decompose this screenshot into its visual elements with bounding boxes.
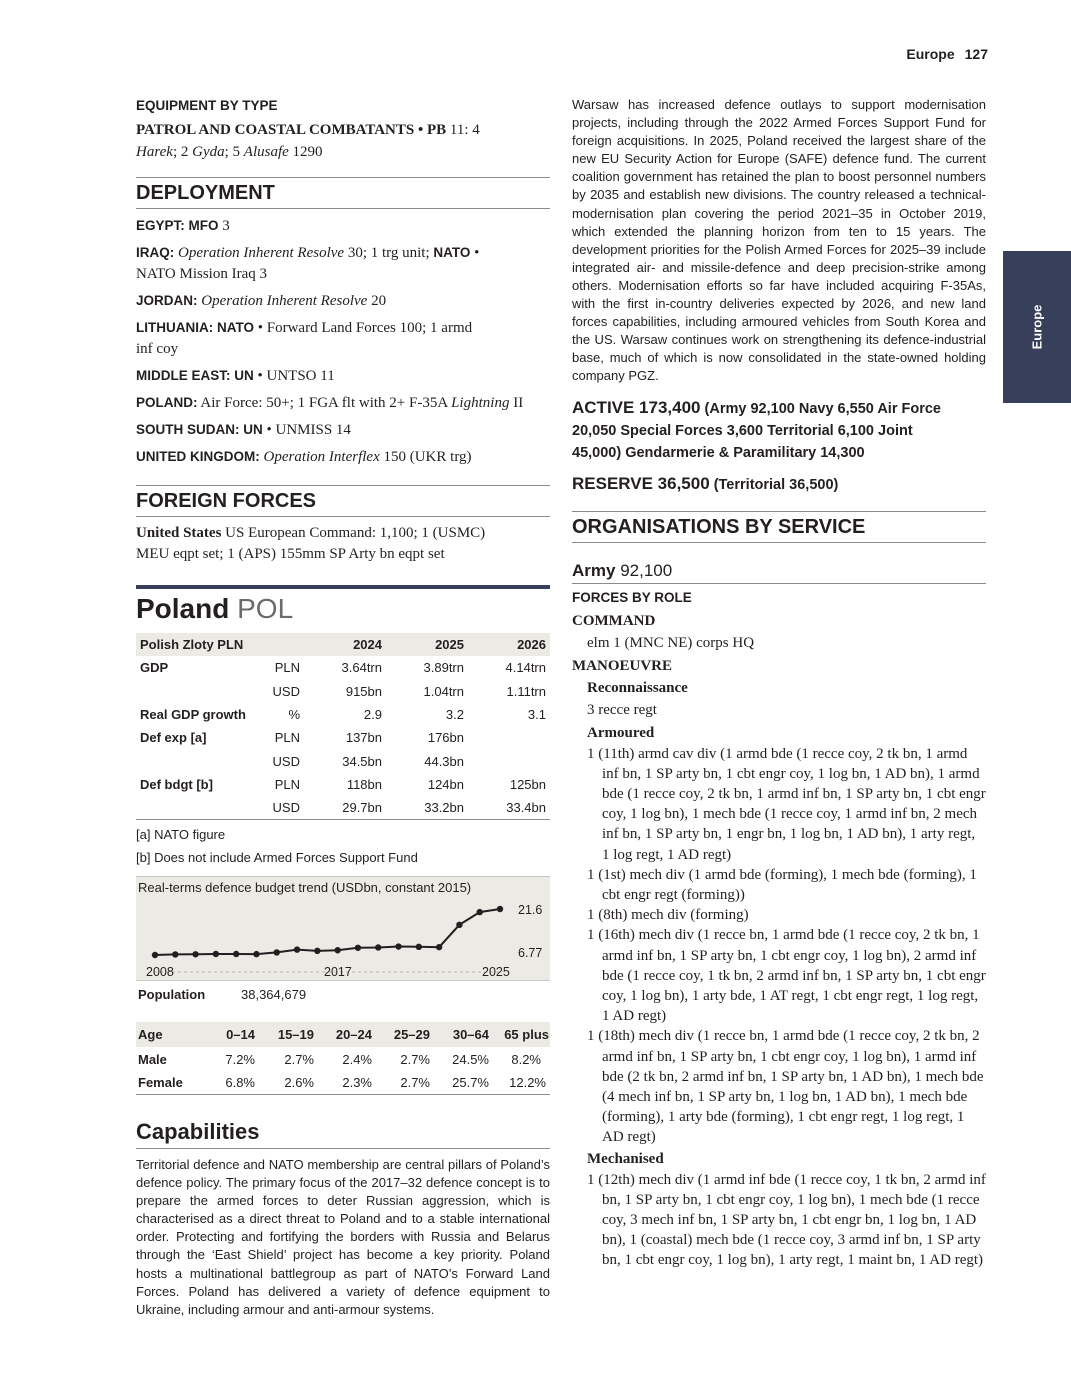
page-number: 127 — [964, 46, 988, 62]
age-header-row: Age 0–14 15–19 20–24 25–29 30–64 65 plus — [136, 1022, 550, 1047]
deploy-south-sudan: SOUTH SUDAN: UN • UNMISS 14 — [136, 422, 351, 438]
mechanised-heading: Mechanised — [587, 1150, 664, 1167]
command-heading: COMMAND — [572, 612, 656, 629]
recon-heading: Reconnaissance — [587, 679, 688, 696]
equipment-heading: EQUIPMENT BY TYPE — [136, 98, 278, 113]
finance-row: USD 34.5bn 44.3bn — [272, 753, 464, 769]
foreign-forces-heading: FOREIGN FORCES — [136, 490, 550, 517]
reserve-strength: RESERVE 36,500 (Territorial 36,500) — [572, 473, 839, 493]
active-strength: ACTIVE 173,400 (Army 92,100 Navy 6,550 Air Force 20,050 Special Forces 3,600 Territorial 6,100 Joint 45,000) Gendarmerie & Paramilitary 14,300 — [572, 397, 941, 461]
trend-point — [497, 906, 503, 912]
trend-point — [294, 946, 300, 952]
trend-chart-panel — [136, 876, 550, 981]
trend-point — [172, 951, 178, 957]
trend-max-label: 21.6 — [518, 903, 543, 917]
age-table — [136, 1022, 550, 1095]
capabilities-heading: Capabilities — [136, 1118, 550, 1149]
age-row-male: Male 7.2% 2.7% 2.4% 2.7% 24.5% 8.2% — [138, 1051, 541, 1067]
trend-point — [253, 951, 259, 957]
population-value: 38,364,679 — [241, 987, 307, 1002]
trend-point — [213, 951, 219, 957]
armoured-item: 1 (18th) mech div (1 recce bn, 1 armd bde (1 recce coy, 2 tk bn, 2 armd inf bn, 1 SP arty bn, 1 cbt engr coy, 1 log bn), 1 armd inf bde (2 tk bn, 2 armd inf bn, 1 SP arty bn, 1 AD bn), 1 mech bde (4 mech inf bn, 1 SP arty bn, 1 log bn, 1 AD bn), 1 mech bde (forming), 1 arty bde (forming), 1 cbt engr regt, 1 log regt, 1 AD regt) — [587, 1028, 984, 1146]
armoured-heading: Armoured — [587, 724, 655, 741]
deploy-iraq: IRAQ: Operation Inherent Resolve 30; 1 trg unit; NATO • NATO Mission Iraq 3 — [136, 245, 480, 282]
deploy-egypt: EGYPT: MFO 3 — [136, 218, 230, 234]
trend-point — [233, 951, 239, 957]
armoured-item: 1 (11th) armd cav div (1 armd bde (1 recce coy, 2 tk bn, 1 armd inf bn, 1 SP arty bn, 1 cbt engr coy, 1 log bn, 1 AD bn), 1 armd bde (1 recce coy, 2 tk bn, 1 armd inf bn, 1 SP arty bn, 1 cbt engr coy, 1 log bn), 1 mech bde (1 recce coy, 1 armd inf bn, 2 mech inf bn, 1 SP arty bn, 1 engr bn, 1 log bn, 1 AD bn), 1 arty regt, 1 log regt, 1 AD regt) — [587, 745, 986, 863]
finance-row: Real GDP growth % 2.9 3.2 3.1 — [140, 707, 546, 723]
trend-point — [314, 948, 320, 954]
deploy-jordan: JORDAN: Operation Inherent Resolve 20 — [136, 293, 387, 309]
forces-by-role: FORCES BY ROLE — [572, 589, 692, 605]
capabilities-text: Territorial defence and NATO membership are central pillars of Poland’s defence policy. The primary focus of the 2017–32 defence concept is to prepare the armed forces to deter Russian aggression, which is characterised as a direct threat to Poland and to a stable international order. Protecting and fortifying the borders with Russia and Belarus through the ‘East Shield’ project has become a key priority. Poland hosts a multinational battlegroup as part of NATO’s Forward Land Forces. Poland has delivered a variety of defence equipment to Ukraine, including armour and anti-armour systems. — [136, 1157, 550, 1317]
deployment-heading: DEPLOYMENT — [136, 182, 550, 209]
command-item: elm 1 (MNC NE) corps HQ — [587, 634, 755, 651]
orbat-tree — [572, 610, 986, 1271]
armoured-item: 1 (16th) mech div (1 recce bn, 1 armd bde (1 recce coy, 2 tk bn, 1 armd inf bn, 1 SP arty bn, 1 cbt engr coy, 1 log bn), 2 armd inf bde (1 recce coy, 1 tk bn, 2 armd inf bn, 1 SP arty bn, 1 cbt engr coy, 1 log bn), 1 arty bde, 1 AT regt, 1 cbt engr regt, 1 log regt, 1 AD regt) — [587, 927, 986, 1025]
recon-item: 3 recce regt — [587, 701, 657, 718]
mechanised-item: 1 (12th) mech div (1 armd inf bde (1 recce coy, 1 tk bn, 2 armd inf bn, 1 SP arty bn, 1 cbt engr coy, 1 log bn), 1 mech bde (1 recce coy, 3 mech inf bn, 1 SP arty bn, 1 cbt engr bn, 1 log bn, 1 AD bn), 1 (coastal) mech bde (1 recce coy, 3 armd inf bn, 1 SP arty bn, 1 cbt engr coy, 1 log bn), 1 arty regt, 1 maint bn, 1 AD regt) — [587, 1171, 986, 1269]
trend-point — [477, 909, 483, 915]
trend-chart — [136, 877, 550, 982]
trend-x-label: 2017 — [324, 965, 352, 979]
trend-series — [152, 906, 503, 958]
trend-point — [436, 944, 442, 950]
trend-point — [375, 944, 381, 950]
finance-note-b: [b] Does not include Armed Forces Support Fund — [136, 849, 418, 865]
trend-chart-title: Real-terms defence budget trend (USDbn, constant 2015) — [138, 880, 472, 895]
capabilities-section — [136, 1118, 550, 1319]
trend-point — [192, 951, 198, 957]
finance-table — [136, 633, 550, 820]
finance-row: USD 915bn 1.04trn 1.11trn — [272, 683, 546, 699]
armoured-item: 1 (8th) mech div (forming) — [587, 907, 749, 924]
finance-table-wrap — [136, 633, 550, 869]
foreign-us: United States US European Command: 1,100; 1 (USMC) MEU eqpt set; 1 (APS) 155mm SP Arty bn eqpt set — [136, 525, 486, 562]
deploy-poland: POLAND: Air Force: 50+; 1 FGA flt with 2+ F-35A Lightning II — [136, 395, 524, 411]
manoeuvre-heading: MANOEUVRE — [572, 657, 672, 674]
header-section: Europe — [906, 46, 955, 62]
country-title: Poland POL — [136, 593, 294, 624]
section-tab — [1003, 251, 1071, 403]
age-row-female: Female 6.8% 2.6% 2.3% 2.7% 25.7% 12.2% — [136, 1071, 550, 1095]
trend-point — [416, 944, 422, 950]
trend-point — [274, 949, 280, 955]
patrol-entry: PATROL AND COASTAL COMBATANTS • PB 11: 4 Harek; 2 Gyda; 5 Alusafe 1290 — [136, 122, 480, 160]
trend-point — [456, 922, 462, 928]
intro-text: Warsaw has increased defence outlays to support modernisation projects, including through the 2022 Armed Forces Support Fund for foreign acquisitions. In 2025, Poland received the largest share of the new EU Security Action for Europe (SAFE) defence fund. The current coalition government has retained the plan to boost personnel numbers by 2035 and establish new divisions. The country released a technical-modernisation plan covering the period 2021–35 in October 2019, which extended the planning horizon from ten to 15 years. The development priorities for the Polish Armed Forces for 2025–39 include integrated air- and missile-defence and deep precision-strike among others. Modernisation efforts so far have included acquiring F-35As, with the first in-country deliveries expected by 2026, and new land forces capabilities, including armoured vehicles from South Korea and the US. Warsaw continues work on strengthening its defence-industrial base, much of which is now consolidated in the state-owned holding company PGZ. — [572, 97, 986, 384]
armoured-item: 1 (1st) mech div (1 armd bde (forming), 1 mech bde (forming), 1 cbt engr regt (forming)) — [587, 866, 977, 903]
finance-row: Def exp [a] PLN 137bn 176bn — [140, 730, 464, 746]
finance-row: GDP PLN 3.64trn 3.89trn 4.14trn — [140, 660, 546, 676]
right-column — [572, 96, 986, 1271]
deployment-list — [136, 215, 550, 468]
trend-x-label: 2008 — [146, 965, 174, 979]
country-rule — [136, 585, 550, 589]
trend-x-label: 2025 — [482, 965, 510, 979]
running-header — [880, 46, 988, 62]
finance-row: Def bdgt [b] PLN 118bn 124bn 125bn — [140, 776, 546, 792]
finance-note-a: [a] NATO figure — [136, 826, 226, 842]
org-heading: ORGANISATIONS BY SERVICE — [572, 516, 986, 543]
trend-min-label: 6.77 — [518, 946, 543, 960]
trend-point — [395, 943, 401, 949]
trend-line — [155, 909, 500, 955]
trend-point — [355, 945, 361, 951]
section-tab-label: Europe — [1029, 304, 1045, 350]
population-label: Population — [138, 987, 206, 1002]
trend-point — [334, 947, 340, 953]
finance-row: USD 29.7bn 33.2bn 33.4bn — [136, 796, 550, 819]
trend-point — [152, 952, 158, 958]
deploy-uk: UNITED KINGDOM: Operation Interflex 150 (UKR trg) — [136, 449, 472, 465]
finance-header-row: Polish Zloty PLN 2024 2025 2026 — [136, 633, 550, 656]
deploy-lithuania: LITHUANIA: NATO • Forward Land Forces 100; 1 armd inf coy — [136, 320, 473, 357]
deploy-middle-east: MIDDLE EAST: UN • UNTSO 11 — [136, 368, 335, 384]
army-heading: Army 92,100 — [572, 560, 986, 584]
left-column — [136, 96, 550, 565]
